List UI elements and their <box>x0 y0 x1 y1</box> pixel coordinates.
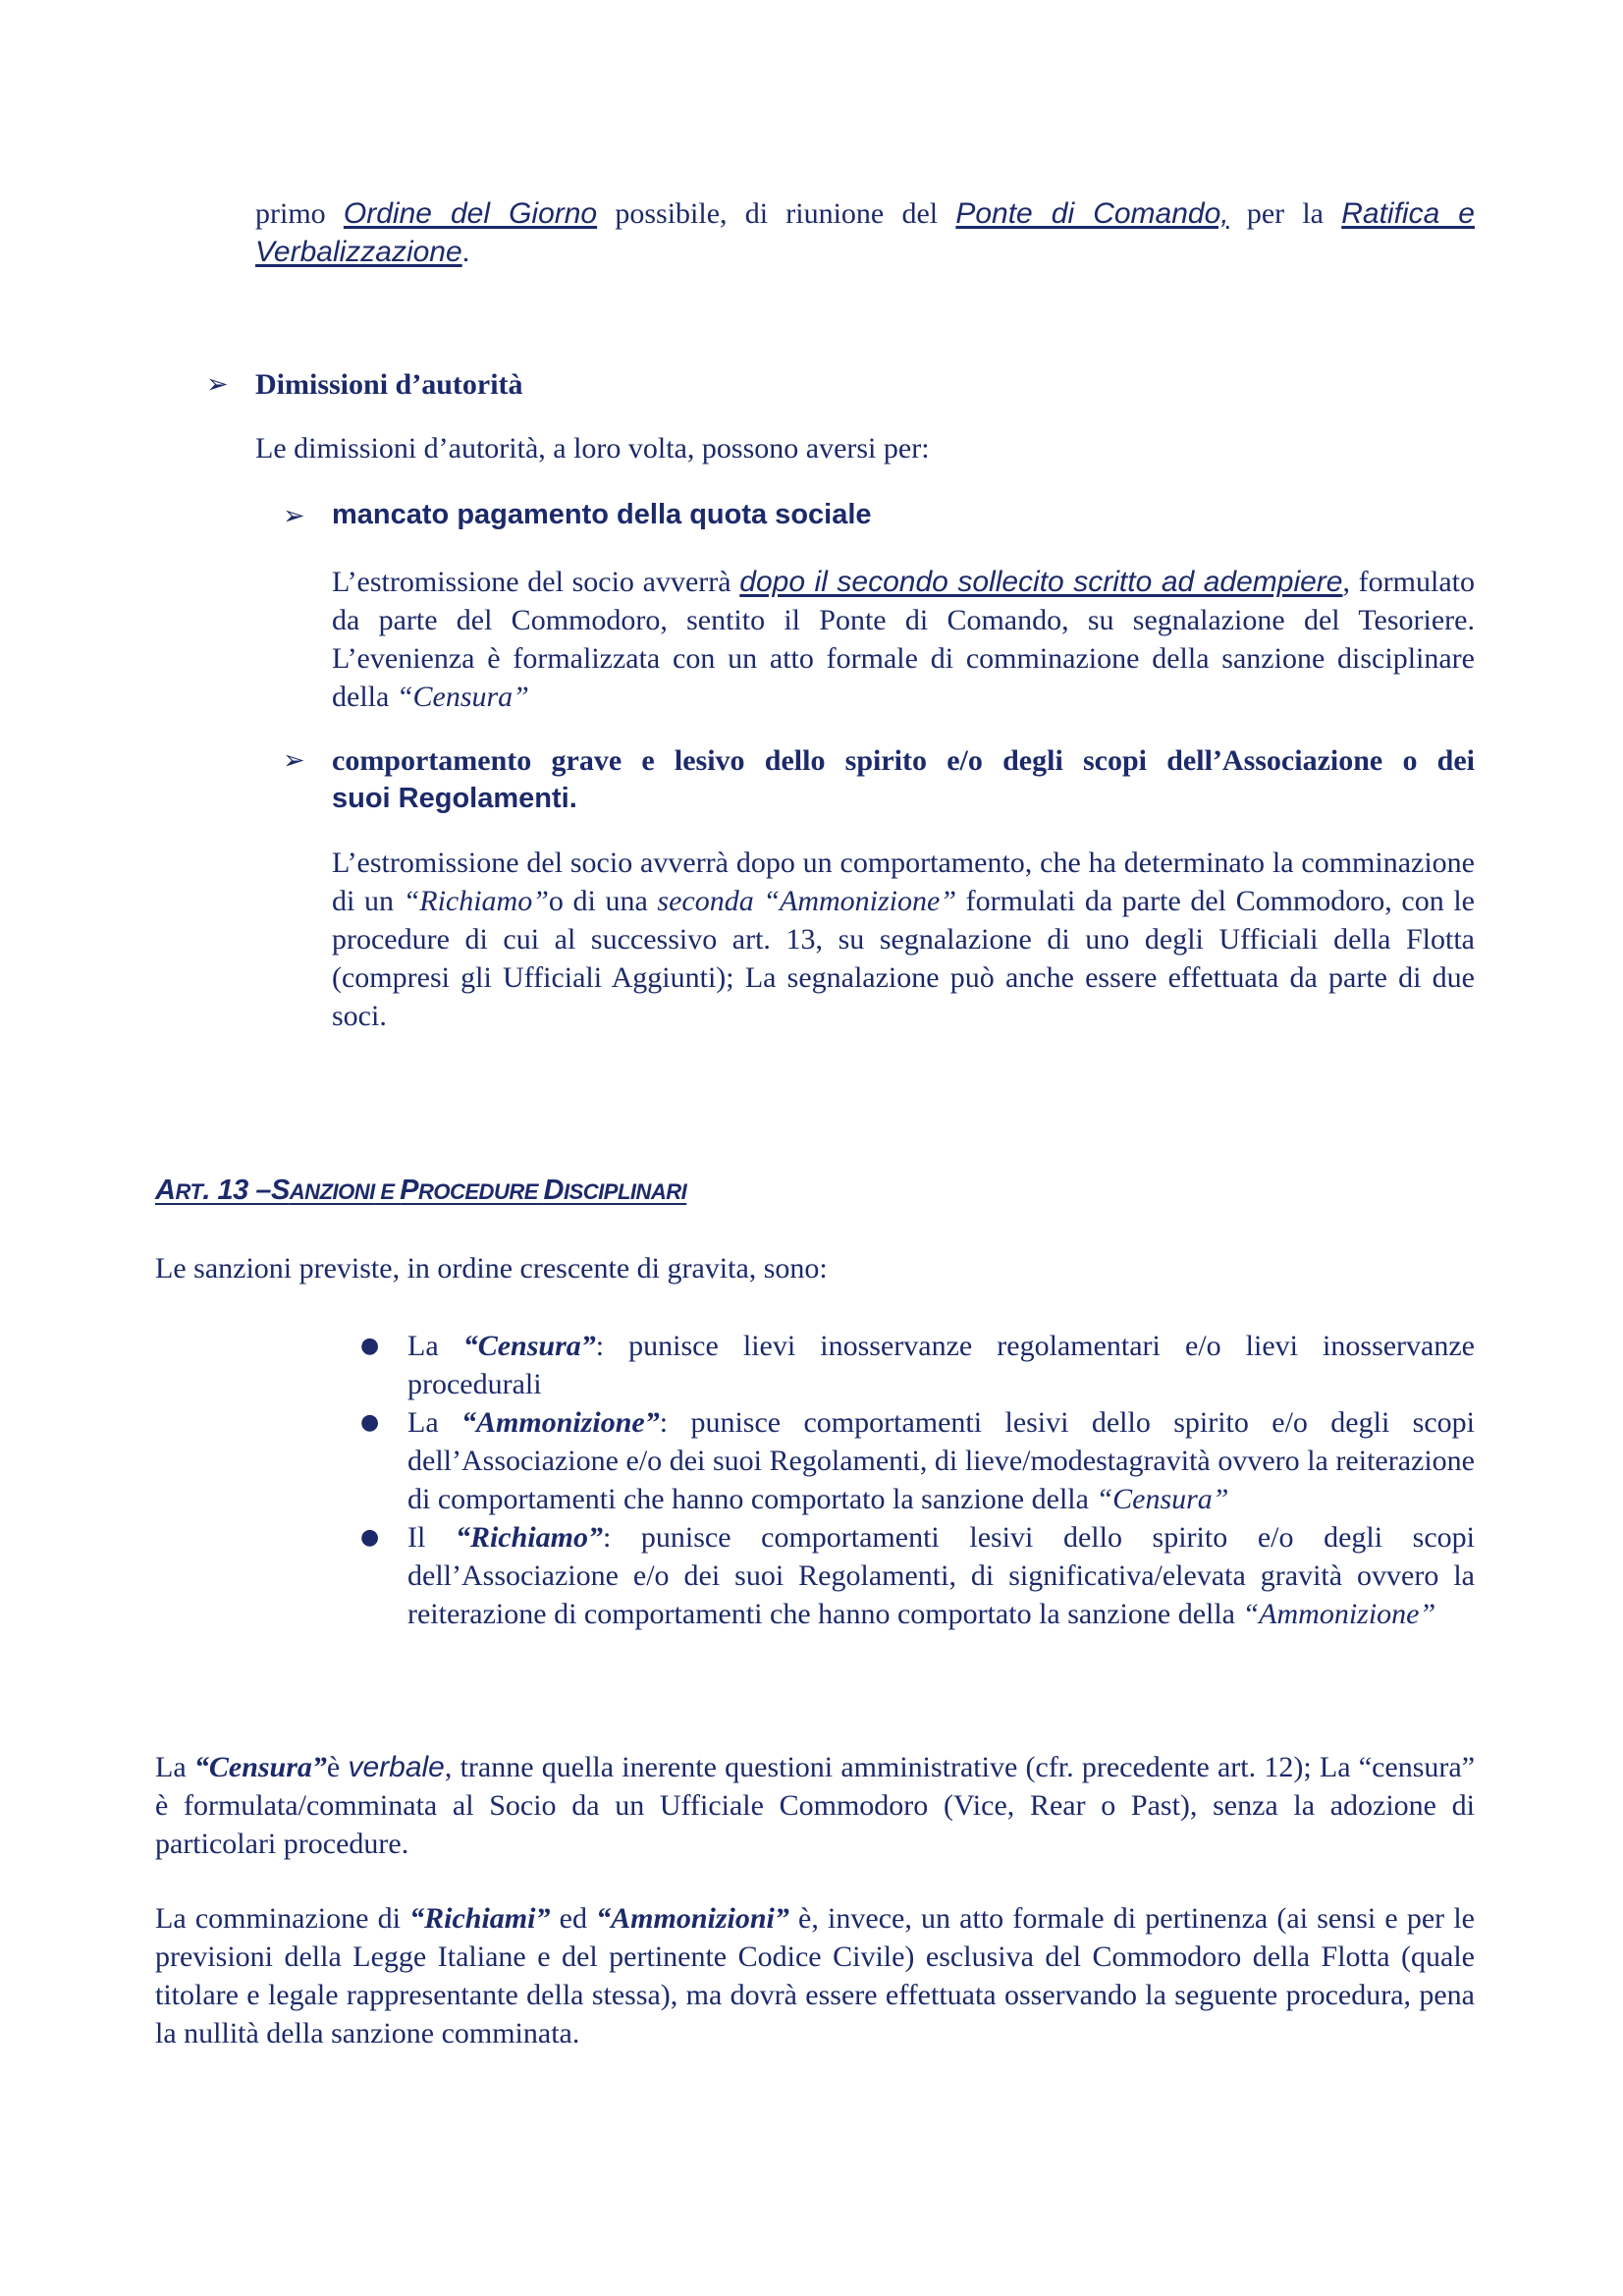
intro-text: per la <box>1228 197 1342 230</box>
list-item <box>360 1518 1475 1633</box>
case1-paragraph <box>332 563 1475 716</box>
case2-paragraph <box>332 844 1475 1035</box>
para-text: La <box>155 1751 194 1783</box>
ordine-del-giorno-ref: Ordine del Giorno <box>343 197 598 230</box>
title-part: E <box>374 1179 401 1204</box>
verbalizzazione-ref: Verbalizzazione <box>255 236 462 268</box>
intro-text: . <box>461 236 470 268</box>
title-part: ROCEDURE <box>418 1179 538 1204</box>
para-text: La comminazione di <box>155 1902 410 1935</box>
item-text: : punisce lievi inosservanze regolamentari e/o lievi inosservanze procedurali <box>407 1330 1475 1400</box>
case2-heading <box>332 741 1475 818</box>
intro-line-1 <box>255 194 1475 233</box>
case2-text: formulati da parte del Commodoro, con le procedure di cui al successivo art. 13, su segnalazione di uno degli Ufficiali della Flotta (compresi gli Ufficiali Aggiunti); La segnalazione può anche essere effettuata da parte di due soci. <box>332 885 1475 1032</box>
case1-text: , formulato da parte del Commodoro, sentito il Ponte di Comando, su segnalazione del Tesoriere. L’evenienza è formalizzata con un atto formale di comminazione della sanzione disciplinare della <box>332 566 1475 713</box>
title-part: . 13 – <box>202 1175 271 1206</box>
title-part: RT <box>175 1179 203 1204</box>
article-13-title <box>155 1175 686 1207</box>
item-text: Il <box>407 1521 456 1554</box>
ratifica-ref: Ratifica e <box>1341 197 1475 230</box>
case1-heading: mancato pagamento della quota sociale <box>332 499 872 530</box>
intro-line-2 <box>255 233 1475 271</box>
comminazione-paragraph <box>155 1899 1475 2052</box>
title-part: P <box>400 1175 418 1206</box>
bullet-dot-icon: ● <box>360 1525 380 1550</box>
censura-term: “Censura” <box>1096 1483 1229 1515</box>
para-text: ed <box>550 1902 597 1935</box>
dimissioni-intro: Le dimissioni d’autorità, a loro volta, possono aversi per: <box>255 432 930 465</box>
list-item <box>360 1403 1476 1518</box>
richiami-term: “Richiami” <box>409 1902 551 1935</box>
list-item <box>360 1327 1475 1403</box>
title-part: S <box>270 1175 290 1206</box>
bullet-dot-icon: ● <box>360 1334 380 1358</box>
seconda-ammonizione-term: seconda “Ammonizione” <box>657 885 957 917</box>
case2-heading-line-1: comportamento grave e lesivo dello spirito e/o degli scopi dell’Associazione o dei <box>332 744 1475 777</box>
ammonizione-term: “Ammonizione” <box>1242 1598 1436 1630</box>
article-intro: Le sanzioni previste, in ordine crescente di gravita, sono: <box>155 1252 828 1285</box>
bullet-dot-icon: ● <box>360 1410 380 1435</box>
intro-text: possibile, di riunione del <box>597 197 956 230</box>
intro-paragraph <box>255 194 1475 271</box>
case1-text: L’estromissione del socio avverrà <box>332 566 740 598</box>
verbale-term: verbale <box>348 1751 445 1783</box>
item-text: : punisce comportamenti lesivi dello spirito e/o degli scopi dell’Associazione e/o dei suoi Regolamenti, di lieve/modestagravità ovvero la reiterazione di comportamenti che hanno comportato la sanzione della <box>407 1406 1476 1515</box>
censura-paragraph <box>155 1748 1475 1863</box>
case2-text: o di una <box>548 885 658 917</box>
title-part: ANZIONI <box>289 1179 375 1204</box>
ponte-di-comando-ref: Ponte di Comando, <box>955 197 1229 230</box>
ammonizioni-term: “Ammonizioni” <box>596 1902 789 1935</box>
dimissioni-heading: Dimissioni d’autorità <box>255 368 523 401</box>
title-part: A <box>155 1175 176 1206</box>
item-text: La <box>407 1406 462 1439</box>
sanctions-list <box>360 1327 1476 1633</box>
case2-text: L’estromissione del socio avverrà dopo un comportamento, che ha determinato la comminazione di un <box>332 847 1475 917</box>
para-text: , tranne quella inerente questioni amministrative (cfr. precedente art. 12); La “censura” è formulata/comminata al Socio da un Ufficiale Commodoro (Vice, Rear o Past), senza la adozione di particolari procedure. <box>155 1751 1476 1860</box>
sollecito-ref: dopo il secondo sollecito scritto ad adempiere <box>739 566 1343 598</box>
censura-term: “Censura” <box>396 681 529 713</box>
richiamo-term: “Richiamo” <box>403 885 549 917</box>
censura-term: “Censura” <box>462 1330 596 1362</box>
arrow-bullet-icon: ➢ <box>283 501 305 531</box>
censura-term: “Censura” <box>193 1751 327 1783</box>
ammonizione-term: “Ammonizione” <box>461 1406 660 1439</box>
title-part: D <box>543 1175 564 1206</box>
para-text: è, invece, un atto formale di pertinenza (ai sensi e per le previsioni della Legge Italiane e del pertinente Codice Civile) esclusiva del Commodoro della Flotta (quale titolare e legale rappresentante della stessa), ma dovrà essere effettuata osservando la seguente procedura, pena la nullità della sanzione comminata. <box>155 1902 1475 2050</box>
item-text: : punisce comportamenti lesivi dello spirito e/o degli scopi dell’Associazione e/o dei suoi Regolamenti, di significativa/elevata gravità ovvero la reiterazione di comportamenti che hanno comportato la sanzione della <box>407 1521 1475 1630</box>
item-text: La <box>407 1330 463 1362</box>
title-part: ISCIPLINARI <box>563 1179 687 1204</box>
arrow-bullet-icon: ➢ <box>283 745 305 776</box>
richiamo-term: “Richiamo” <box>455 1521 603 1554</box>
arrow-bullet-icon: ➢ <box>206 369 229 400</box>
intro-text: primo <box>255 197 344 230</box>
para-text: è <box>326 1751 349 1783</box>
case2-heading-line-2: suoi Regolamenti. <box>332 783 577 814</box>
